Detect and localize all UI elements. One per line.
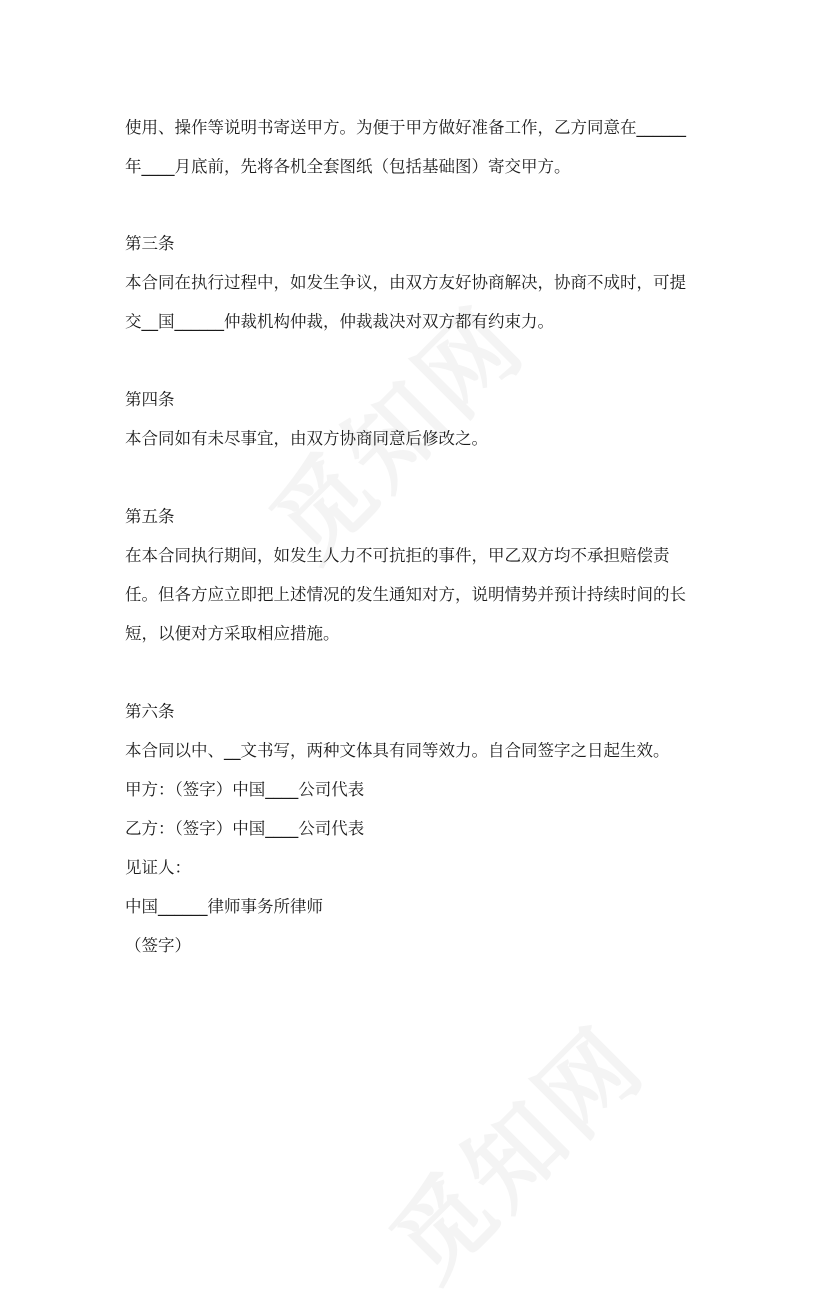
witness-firm: 中国______律师事务所律师 [125,897,323,916]
paragraph-line: 年____月底前，先将各机全套图纸（包括基础图）寄交甲方。 [125,157,571,176]
signature-party-a: 甲方：（签字）中国____公司代表 [125,780,365,799]
paragraph-line: 本合同在执行过程中，如发生争议，由双方友好协商解决，协商不成时，可提 [125,273,686,292]
article-heading: 第六条 [125,702,175,721]
article-heading: 第五条 [125,507,175,526]
paragraph-line: 短，以便对方采取相应措施。 [125,624,340,643]
signature-party-b: 乙方：（签字）中国____公司代表 [125,819,365,838]
paragraph-line: 交__国______仲裁机构仲裁，仲裁裁决对双方都有约束力。 [125,312,554,331]
witness-sign: （签字） [125,936,191,955]
paragraph-line: 任。但各方应立即把上述情况的发生通知对方，说明情势并预计持续时间的长 [125,585,686,604]
article-heading: 第四条 [125,390,175,409]
article-heading: 第三条 [125,234,175,253]
witness-label: 见证人： [125,858,191,877]
paragraph-line: 在本合同执行期间，如发生人力不可抗拒的事件，甲乙双方均不承担赔偿责 [125,546,670,565]
paragraph-line: 使用、操作等说明书寄送甲方。为便于甲方做好准备工作，乙方同意在______ [125,118,686,137]
watermark [356,992,669,1305]
paragraph-line: 本合同以中、__文书写，两种文体具有同等效力。自合同签字之日起生效。 [125,741,670,760]
paragraph-line: 本合同如有未尽事宜，由双方协商同意后修改之。 [125,429,488,448]
